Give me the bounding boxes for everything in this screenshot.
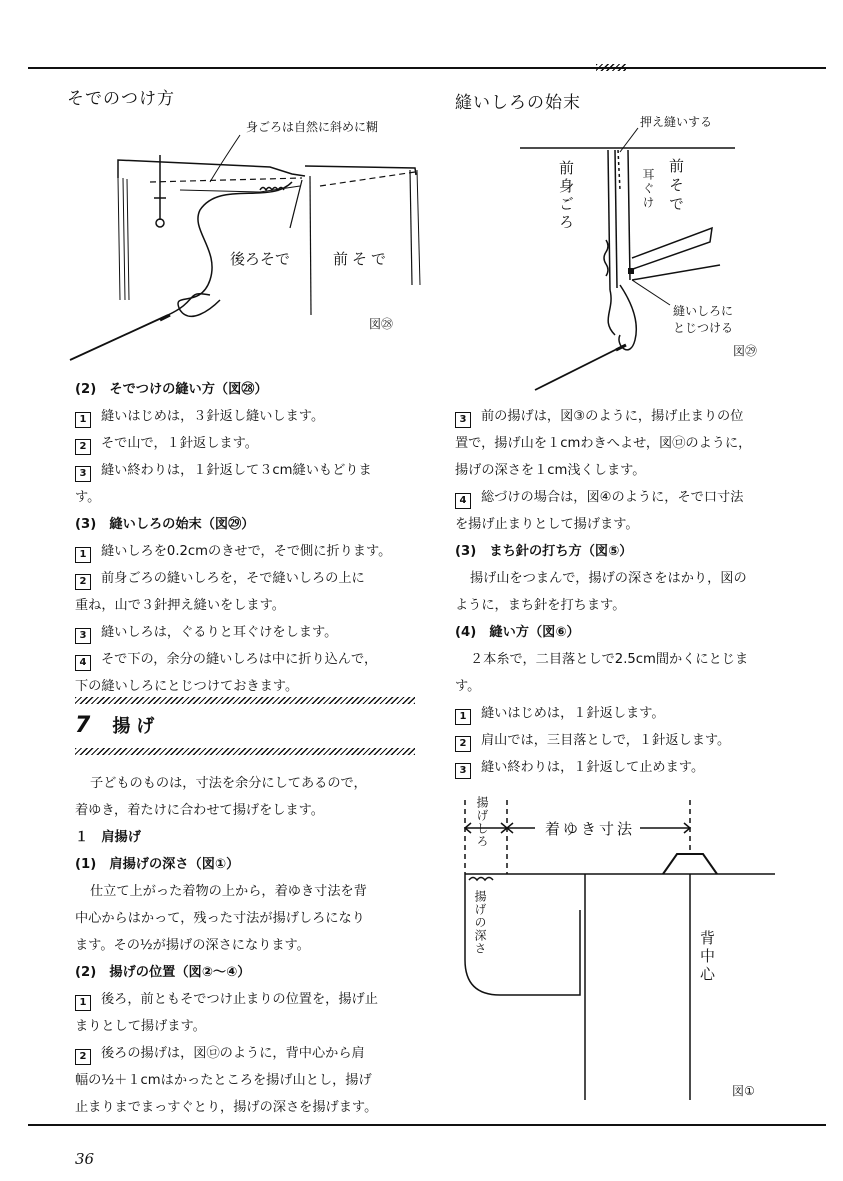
s2-item-1-text: 縫いはじめは，３針返し縫いします。 xyxy=(101,409,325,424)
s4-item-2-text: 肩山では，三目落としで，１針返します。 xyxy=(481,733,731,748)
step-number-box: 3 xyxy=(75,466,91,482)
s2-item-3-cont: す。 xyxy=(75,490,101,505)
fig29-front-body-label: 前身ごろ xyxy=(557,160,575,232)
fig28-note: 身ごろは自然に斜めに糊 xyxy=(246,120,379,134)
s3-item-2-text: 前身ごろの縫いしろを，そで縫いしろの上に xyxy=(101,571,365,586)
pos-item-2-cont-2: 止まりまでまっすぐとり，揚げの深さを揚げます。 xyxy=(75,1100,378,1115)
pos-item-1-cont: まりとして揚げます。 xyxy=(75,1019,206,1034)
s2-item-1 xyxy=(75,403,324,430)
s3-item-2-cont: 重ね，山で３針押え縫いをします。 xyxy=(75,598,285,613)
fig29-front-sleeve-label: 前そで xyxy=(667,158,685,215)
r-item-4-text: 総づけの場合は，図④のように，そで口寸法 xyxy=(481,490,744,505)
r-item-3-cont-2: 揚げの深さを１cm浅くします。 xyxy=(455,463,646,478)
step-number-box: 3 xyxy=(455,412,471,428)
heading-tuck-depth: (1) 肩揚げの深さ（図①） xyxy=(75,857,240,872)
heading-sewing: (4) 縫い方（図⑥） xyxy=(455,625,580,640)
p3-line-2: ように，まち針を打ちます。 xyxy=(455,598,626,613)
pos-item-2-cont-1: 幅の½＋１cmはかったところを揚げ山とし，揚げ xyxy=(75,1073,372,1088)
s4-item-2 xyxy=(455,727,730,754)
page-number: 36 xyxy=(75,1150,95,1168)
s3-item-4-text: そで下の，余分の縫いしろは中に折り込んで， xyxy=(101,652,378,667)
s3-item-1-text: 縫いしろを0.2cmのきせで，そで側に折ります。 xyxy=(101,544,392,559)
top-rule xyxy=(28,67,826,69)
pos-item-2 xyxy=(75,1040,365,1067)
heading-tuck-position: (2) 揚げの位置（図②～④） xyxy=(75,965,251,980)
s3-item-4-cont: 下の縫いしろにとじつけておきます。 xyxy=(75,679,299,694)
step-number-box: 3 xyxy=(75,628,91,644)
p1-line-3: ます。その½が揚げの深さになります。 xyxy=(75,938,310,953)
step-number-box: 2 xyxy=(75,439,91,455)
s2-item-3-text: 縫い終わりは，１針返して３cm縫いもどりま xyxy=(101,463,372,478)
heading-pinning: (3) まち針の打ち方（図⑤） xyxy=(455,544,633,559)
fig28-title: そでのつけ方 xyxy=(67,89,175,109)
fig1-margin-label: 揚げしろ xyxy=(475,796,489,848)
step-number-box: 2 xyxy=(75,574,91,590)
step-number-box: 4 xyxy=(75,655,91,671)
section-3-heading: (3) 縫いしろの始末（図㉙） xyxy=(75,517,255,532)
s3-item-2 xyxy=(75,565,365,592)
s4-item-3 xyxy=(455,754,704,781)
fig28-back-sleeve-label: 後ろそで xyxy=(230,250,291,268)
p4-line-1: ２本糸で，二目落としで2.5cm間かくにとじま xyxy=(470,652,749,667)
step-number-box: 1 xyxy=(75,995,91,1011)
step-number-box: 2 xyxy=(75,1049,91,1065)
r-item-3-cont-1: 置で，揚げ山を１cmわきへよせ，図㋺のように， xyxy=(455,436,752,451)
bottom-rule xyxy=(28,1124,826,1126)
r-item-4 xyxy=(455,484,743,511)
pos-item-1 xyxy=(75,986,378,1013)
step-number-box: 2 xyxy=(455,736,471,752)
pos-item-1-text: 後ろ，前ともそでつけ止まりの位置を，揚げ止 xyxy=(101,992,378,1007)
s4-item-1-text: 縫いはじめは，１針返します。 xyxy=(481,706,665,721)
fig1-illustration xyxy=(455,790,785,1120)
pos-item-2-text: 後ろの揚げは，図㋺のように，背中心から肩 xyxy=(101,1046,365,1061)
section-2-heading: (2) そでつけの縫い方（図㉘） xyxy=(75,382,268,397)
section-7-heading xyxy=(75,712,160,738)
top-rule-ornament xyxy=(596,64,626,71)
s2-item-2 xyxy=(75,430,258,457)
section-7-number: 7 xyxy=(75,713,91,738)
section-7-title: 揚げ xyxy=(112,716,161,737)
fig29-attach-label-1: 縫いしろに xyxy=(673,304,734,318)
p3-line-1: 揚げ山をつまんで，揚げの深さをはかり，図の xyxy=(470,571,747,586)
fig28-front-sleeve-label: 前そで xyxy=(333,250,391,268)
section-7-top-border xyxy=(75,697,415,704)
step-number-box: 1 xyxy=(455,709,471,725)
fig1-kiyuki-label: 着ゆき寸法 xyxy=(545,820,636,838)
r-item-3 xyxy=(455,403,743,430)
step-number-box: 4 xyxy=(455,493,471,509)
heading-shoulder-tuck: １ 肩揚げ xyxy=(75,830,141,845)
fig29-press-label: 押え縫いする xyxy=(640,115,713,129)
p1-line-2: 中心からはかって，残った寸法が揚げしろになり xyxy=(75,911,365,926)
fig28-figure-label: 図㉘ xyxy=(369,317,394,331)
fig1-depth-label: 揚げの深さ xyxy=(473,890,487,955)
s3-item-4 xyxy=(75,646,377,673)
fig29-figure-label: 図㉙ xyxy=(733,344,758,358)
p1-line-1: 仕立て上がった着物の上から，着ゆき寸法を背 xyxy=(90,884,367,899)
step-number-box: 1 xyxy=(75,412,91,428)
step-number-box: 1 xyxy=(75,547,91,563)
intro-line-1: 子どものものは，寸法を余分にしてあるので， xyxy=(90,776,367,791)
s4-item-1 xyxy=(455,700,665,727)
r-item-3-text: 前の揚げは，図③のように，揚げ止まりの位 xyxy=(481,409,744,424)
fig29-ear-label: 耳ぐけ xyxy=(641,168,655,210)
step-number-box: 3 xyxy=(455,763,471,779)
section-7-bottom-border xyxy=(75,748,415,755)
s3-item-1 xyxy=(75,538,391,565)
s3-item-3 xyxy=(75,619,337,646)
p4-line-2: す。 xyxy=(455,679,481,694)
fig29-attach-label-2: とじつける xyxy=(673,321,734,335)
r-item-4-cont: を揚げ止まりとして揚げます。 xyxy=(455,517,639,532)
s2-item-3 xyxy=(75,457,372,484)
s2-item-2-text: そで山で，１針返します。 xyxy=(101,436,258,451)
fig1-figure-label: 図① xyxy=(732,1084,755,1098)
s4-item-3-text: 縫い終わりは，１針返して止めます。 xyxy=(481,760,705,775)
intro-line-2: 着ゆき，着たけに合わせて揚げをします。 xyxy=(75,803,324,818)
fig29-title: 縫いしろの始末 xyxy=(455,93,581,113)
fig1-center-label: 背中心 xyxy=(698,930,716,984)
s3-item-3-text: 縫いしろは，ぐるりと耳ぐけをします。 xyxy=(101,625,338,640)
